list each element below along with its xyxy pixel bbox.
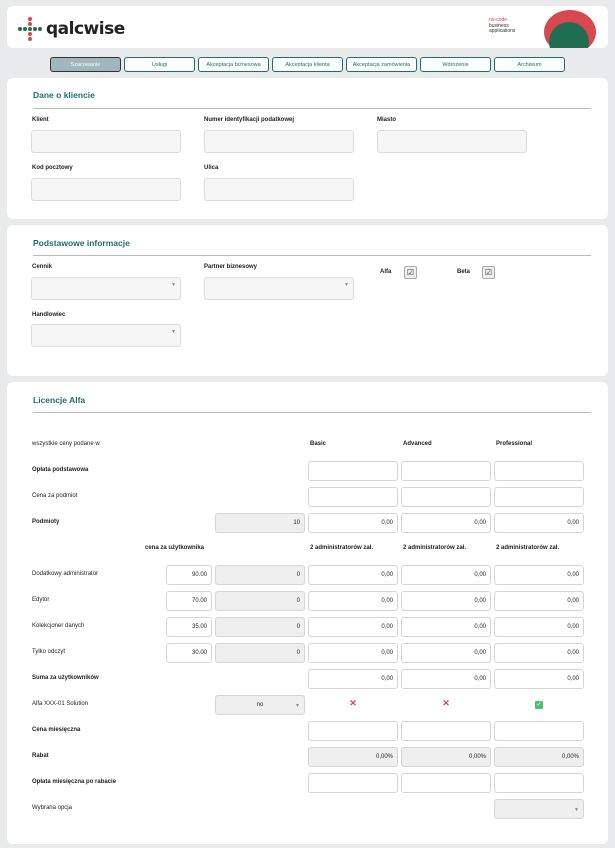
user-qty[interactable]: 0 (215, 565, 305, 585)
handlowiec-select[interactable] (31, 324, 181, 347)
chevron-down-icon: ▼ (295, 703, 300, 709)
rabat-professional[interactable]: 0,00% (494, 747, 584, 767)
partner-select[interactable] (204, 277, 354, 300)
cena-miesieczna-label: Cena miesięczna (32, 727, 81, 733)
user-price[interactable]: 35.00 (166, 617, 212, 637)
user-price[interactable]: 70.00 (166, 591, 212, 611)
user-professional: 0,00 (494, 591, 584, 611)
podmioty-count: 10 (215, 513, 305, 533)
oplata-basic-input[interactable] (308, 461, 398, 481)
oplata-miesieczna-label: Opłata miesięczna po rabacie (32, 779, 117, 785)
tab-akceptacja-biznesowa[interactable]: Akceptacja biznesowa (198, 57, 269, 72)
app-header (7, 6, 608, 48)
chevron-down-icon: ▼ (574, 807, 579, 813)
user-advanced: 0,00 (401, 565, 491, 585)
professional-check-icon (494, 698, 584, 709)
klient-label: Klient (32, 117, 49, 123)
podmioty-basic: 0,00 (308, 513, 398, 533)
partner-label: Partner biznesowy (204, 264, 258, 270)
rabat-advanced[interactable]: 0,00% (401, 747, 491, 767)
brand-name: qalcwise (46, 19, 125, 39)
col-professional-header: Professional (496, 441, 533, 447)
tab-akceptacja-klienta[interactable]: Akceptacja klienta (272, 57, 343, 72)
col-advanced-header: Advanced (403, 441, 432, 447)
logo-mark-icon (17, 16, 43, 42)
cena-uzytkownika-header: cena za użytkownika (145, 545, 205, 551)
nip-label: Numer identyfikacji podatkowej (204, 117, 295, 123)
cena-mies-professional (494, 721, 584, 741)
suma-basic: 0,00 (308, 669, 398, 689)
podmioty-professional: 0,00 (494, 513, 584, 533)
section-title: Podstawowe informacje (33, 238, 130, 248)
ulica-input[interactable] (204, 178, 354, 201)
cena-podmiot-professional-input[interactable] (494, 487, 584, 507)
cennik-label: Cennik (32, 264, 53, 270)
tab-wdrozenie[interactable]: Wdrożenie (420, 57, 491, 72)
kod-input[interactable] (31, 178, 181, 201)
user-row-label: Dodatkowy administrator (32, 571, 99, 577)
rabat-basic[interactable]: 0,00% (308, 747, 398, 767)
user-basic: 0,00 (308, 643, 398, 663)
oplata-professional-input[interactable] (494, 461, 584, 481)
no-code-badge (489, 18, 515, 35)
suma-advanced: 0,00 (401, 669, 491, 689)
oplata-advanced-input[interactable] (401, 461, 491, 481)
user-basic: 0,00 (308, 617, 398, 637)
tab-archiwum[interactable]: Archiwum (494, 57, 565, 72)
user-price[interactable]: 30.00 (166, 643, 212, 663)
user-price[interactable]: 90.00 (166, 565, 212, 585)
prices-note: wszystkie ceny podane w (32, 441, 100, 447)
basic-info-section (7, 225, 608, 376)
beta-label: Beta (457, 269, 471, 275)
brand-logo[interactable] (17, 16, 125, 42)
user-row-label: Kolekcjoner danych (32, 623, 85, 629)
kod-label: Kod pocztowy (32, 165, 73, 171)
check-glyph: ✓ (536, 702, 542, 708)
col-basic-header: Basic (310, 441, 327, 447)
cena-mies-advanced (401, 721, 491, 741)
divider (33, 108, 591, 109)
user-qty[interactable]: 0 (215, 617, 305, 637)
admins-professional-header: 2 administratorów zał. (496, 545, 560, 551)
tab-akceptacja-zamowienia[interactable]: Akceptacja zamówienia (346, 57, 417, 72)
cena-podmiot-label: Cena za podmiot (32, 493, 78, 499)
wybrana-opcja-label: Wybrana opcja (32, 805, 72, 811)
klient-input[interactable] (31, 130, 181, 153)
cennik-select[interactable] (31, 277, 181, 300)
podmioty-advanced: 0,00 (401, 513, 491, 533)
alfa-label: Alfa (380, 269, 392, 275)
licences-section (7, 382, 608, 844)
miasto-input[interactable] (377, 130, 527, 153)
opl-mies-professional (494, 773, 584, 793)
tab-szacowanie[interactable]: Szacowanie (50, 57, 121, 72)
opl-mies-basic (308, 773, 398, 793)
cena-podmiot-basic-input[interactable] (308, 487, 398, 507)
admins-basic-header: 2 administratorów zał. (310, 545, 374, 551)
suma-professional: 0,00 (494, 669, 584, 689)
user-professional: 0,00 (494, 617, 584, 637)
podmioty-label: Podmioty (32, 519, 60, 525)
ulica-label: Ulica (204, 165, 219, 171)
suma-label: Suma za użytkowników (32, 675, 99, 681)
user-qty[interactable]: 0 (215, 643, 305, 663)
advanced-cross-icon: ✕ (442, 698, 450, 708)
miasto-label: Miasto (377, 117, 397, 123)
user-advanced: 0,00 (401, 617, 491, 637)
wybrana-opcja-select[interactable] (494, 799, 584, 819)
tagline-line: business (489, 22, 509, 29)
beta-checkbox[interactable]: ☑ (482, 266, 495, 279)
user-professional: 0,00 (494, 565, 584, 585)
user-advanced: 0,00 (401, 591, 491, 611)
handlowiec-label: Handlowiec (32, 312, 66, 318)
chevron-down-icon: ▼ (171, 282, 176, 288)
alfa-checkbox[interactable]: ☑ (404, 266, 417, 279)
user-qty[interactable]: 0 (215, 591, 305, 611)
opl-mies-advanced (401, 773, 491, 793)
user-professional: 0,00 (494, 643, 584, 663)
tab-uslugi[interactable]: Usługi (124, 57, 195, 72)
client-section (7, 78, 608, 219)
user-row-label: Tylko odczyt (32, 649, 66, 655)
basic-cross-icon: ✕ (349, 698, 357, 708)
user-basic: 0,00 (308, 591, 398, 611)
nip-input[interactable] (204, 130, 354, 153)
divider (33, 412, 591, 413)
solution-select[interactable] (215, 695, 305, 715)
chevron-down-icon: ▼ (344, 282, 349, 288)
oplata-podstawowa-label: Opłata podstawowa (32, 467, 89, 473)
solution-label: Alfa XXX-01 Solution (32, 701, 89, 707)
section-title: Dane o kliencie (33, 90, 95, 100)
rabat-label: Rabat (32, 753, 49, 759)
divider (33, 255, 591, 256)
cena-podmiot-advanced-input[interactable] (401, 487, 491, 507)
section-title: Licencje Alfa (33, 395, 86, 405)
cena-mies-basic (308, 721, 398, 741)
chevron-down-icon: ▼ (171, 329, 176, 335)
solution-value: no (256, 702, 264, 708)
tagline-line: no-code (489, 17, 508, 23)
user-row-label: Edytor (32, 597, 50, 603)
tagline-line: applications (489, 28, 516, 34)
user-basic: 0,00 (308, 565, 398, 585)
admins-advanced-header: 2 administratorów zał. (403, 545, 467, 551)
user-advanced: 0,00 (401, 643, 491, 663)
process-tabs (50, 57, 565, 72)
